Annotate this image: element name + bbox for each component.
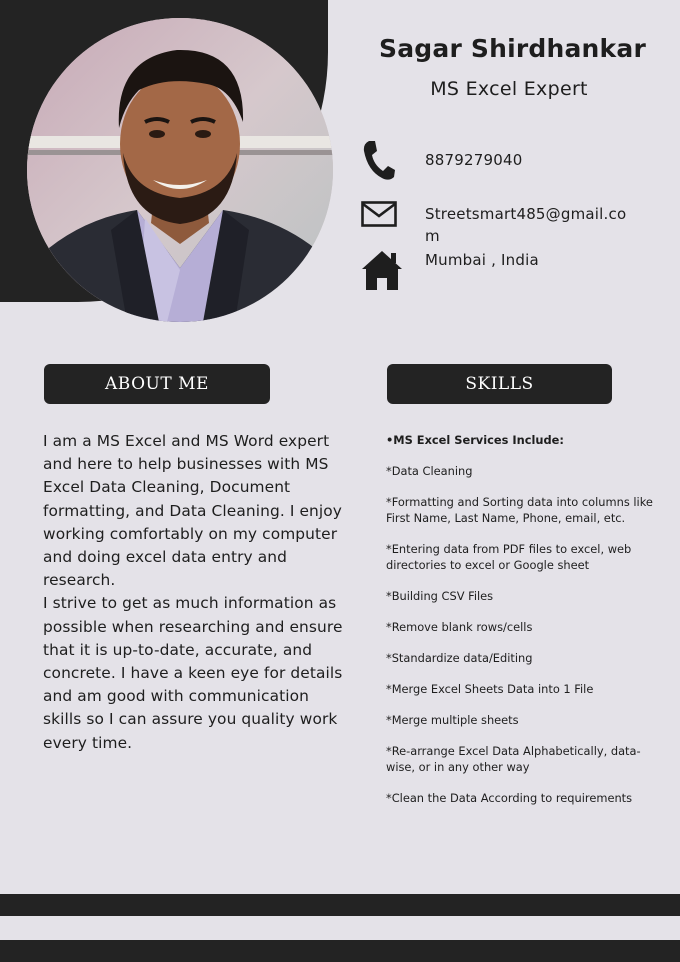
mail-icon bbox=[361, 201, 397, 227]
phone-icon bbox=[362, 139, 396, 181]
skill-item: *Clean the Data According to requirements bbox=[386, 791, 633, 805]
about-paragraph-2: I strive to get as much information as possible when researching and ensure that it is up-to-date, accurate, and concrete. I have a keen eye for details and am good with communication skills so I can assure you quality work every time. bbox=[43, 594, 343, 752]
skill-item: *Re-arrange Excel Data Alphabetically, data-wise, or in any other way bbox=[386, 744, 641, 774]
location: Mumbai , India bbox=[425, 251, 539, 269]
about-text bbox=[43, 430, 348, 755]
skills-list bbox=[386, 432, 661, 821]
footer-band-top bbox=[0, 894, 680, 916]
phone-number: 8879279040 bbox=[425, 151, 523, 169]
job-title: MS Excel Expert bbox=[430, 78, 588, 100]
skill-item: *Merge Excel Sheets Data into 1 File bbox=[386, 682, 594, 696]
email-line-2: m bbox=[425, 227, 440, 245]
person-name: Sagar Shirdhankar bbox=[379, 34, 646, 63]
home-icon bbox=[361, 249, 403, 291]
email-address bbox=[425, 203, 626, 247]
email-line-1: Streetsmart485@gmail.co bbox=[425, 205, 627, 223]
skill-item: *Merge multiple sheets bbox=[386, 713, 519, 727]
skill-item: *Standardize data/Editing bbox=[386, 651, 533, 665]
skill-item: *Formatting and Sorting data into columns like First Name, Last Name, Phone, email, etc. bbox=[386, 495, 653, 525]
skills-lead: •MS Excel Services Include: bbox=[386, 433, 564, 447]
about-me-heading: ABOUT ME bbox=[44, 364, 270, 404]
footer-band-bottom bbox=[0, 940, 680, 962]
about-paragraph-1: I am a MS Excel and MS Word expert and here to help businesses with MS Excel Data Cleaning, Document formatting, and Data Cleaning. I enjoy working comfortably on my computer and doing excel data entry and research. bbox=[43, 432, 342, 590]
skills-heading: SKILLS bbox=[387, 364, 612, 404]
skill-item: *Entering data from PDF files to excel, web directories to excel or Google sheet bbox=[386, 542, 632, 572]
skill-item: *Building CSV Files bbox=[386, 589, 494, 603]
skill-item: *Data Cleaning bbox=[386, 464, 473, 478]
skill-item: *Remove blank rows/cells bbox=[386, 620, 533, 634]
profile-photo bbox=[27, 18, 333, 322]
